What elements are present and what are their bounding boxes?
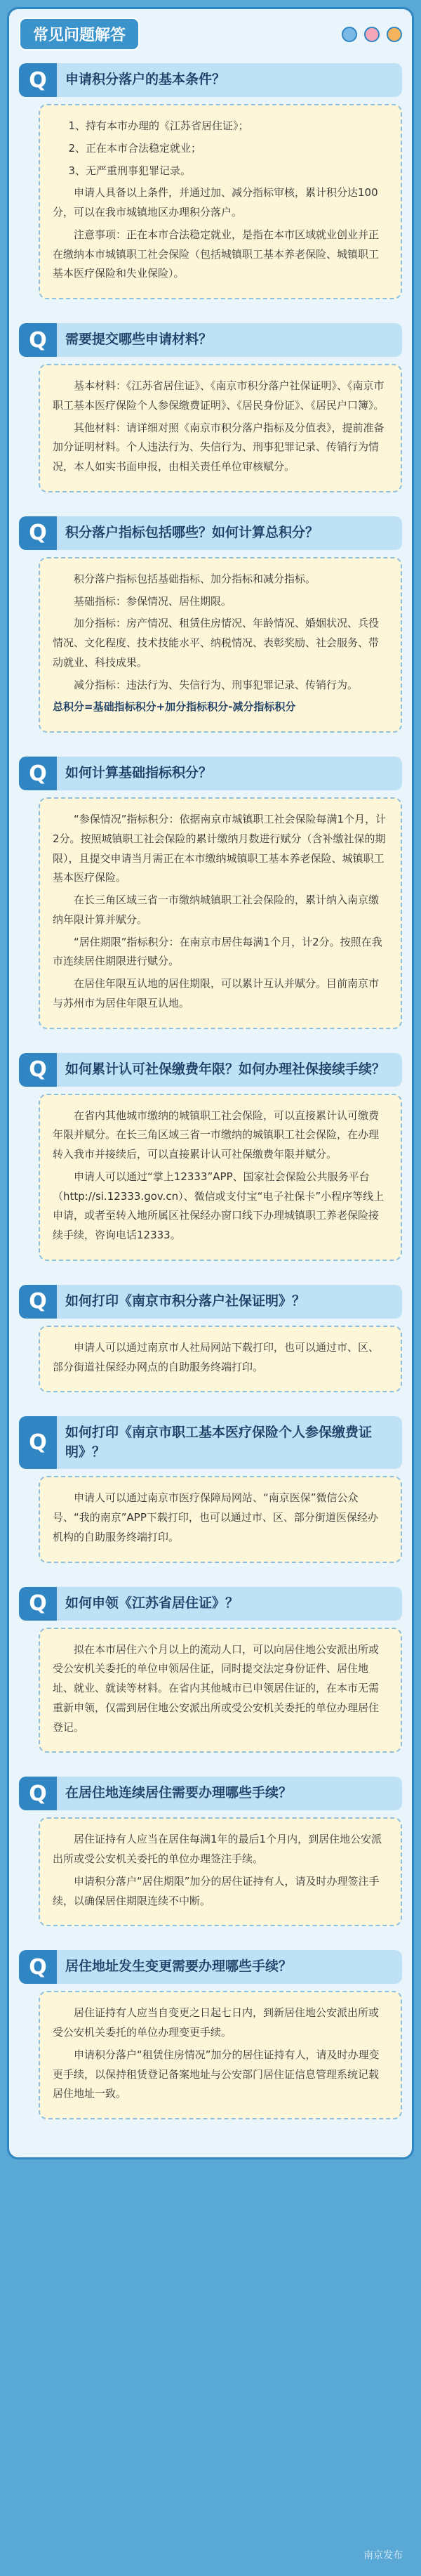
faq-item bbox=[19, 1587, 402, 1753]
watermark: 南京发布 bbox=[363, 2550, 403, 2561]
faq-item bbox=[19, 1950, 402, 2119]
faq-item bbox=[19, 516, 402, 733]
question-text: 如何打印《南京市职工基本医疗保险个人参保缴费证明》？ bbox=[57, 1416, 402, 1469]
question-row bbox=[19, 323, 402, 357]
q-badge-icon: Q bbox=[19, 1053, 57, 1087]
question-text: 在居住地连续居住需要办理哪些手续？ bbox=[57, 1777, 402, 1810]
question-text: 如何申领《江苏省居住证》？ bbox=[57, 1587, 402, 1621]
decorative-dots bbox=[342, 27, 402, 42]
answer-paragraph: 居住证持有人应当在居住每满1年的最后1个月内，到居住地公安派出所或受公安机关委托的单位办理签注手续。 bbox=[53, 1833, 382, 1866]
question-text: 积分落户指标包括哪些？如何计算总积分？ bbox=[57, 516, 402, 550]
answer-box bbox=[39, 1094, 402, 1261]
question-text: 如何累计认可社保缴费年限？如何办理社保接续手续？ bbox=[57, 1053, 402, 1087]
answer-paragraph: 加分指标：房产情况、租赁住房情况、年龄情况、婚姻状况、兵役情况、文化程度、技术技能水平、纳税情况、表彰奖励、社会服务、带动就业、科技成果。 bbox=[53, 617, 380, 669]
answer-paragraph: 申请人可以通过南京市医疗保障局网站、“南京医保”微信公众号、“我的南京”APP下载打印，也可以通过市、区、部分街道医保经办机构的自助服务终端打印。 bbox=[53, 1491, 378, 1543]
faq-item bbox=[19, 1285, 402, 1393]
answer-box bbox=[39, 1326, 402, 1393]
question-row bbox=[19, 63, 402, 97]
q-badge-icon: Q bbox=[19, 516, 57, 550]
answer-box bbox=[39, 1628, 402, 1753]
answer-paragraph: 基本材料：《江苏省居住证》、《南京市积分落户社保证明》、《南京市职工基本医疗保险个人参保缴费证明》、《居民身份证》、《居民户口簿》。 bbox=[53, 379, 385, 412]
question-row bbox=[19, 757, 402, 790]
answer-box bbox=[39, 797, 402, 1029]
dot-icon-blue bbox=[342, 27, 357, 42]
faq-item bbox=[19, 323, 402, 492]
answer-box bbox=[39, 1991, 402, 2119]
answer-paragraph: 基础指标：参保情况、居住期限。 bbox=[74, 594, 232, 608]
answer-paragraph: 积分落户指标包括基础指标、加分指标和减分指标。 bbox=[74, 572, 316, 585]
faq-item bbox=[19, 63, 402, 299]
answer-paragraph: 2、正在本市合法稳定就业； bbox=[68, 141, 202, 155]
answer-paragraph: 拟在本市居住六个月以上的流动人口，可以向居住地公安派出所或受公安机关委托的单位申领居住证，同时提交法定身份证件、居住地址、就业、就读等材料。在省内其他城市已申领居住证的，在本市无需重新申领，仅需到居住地公安派出所或受公安机关委托的单位办理居住登记。 bbox=[53, 1642, 380, 1734]
top-bar bbox=[19, 18, 402, 51]
page-title: 常见问题解答 bbox=[19, 18, 140, 51]
faq-list bbox=[19, 63, 402, 2119]
answer-box bbox=[39, 1476, 402, 1562]
answer-paragraph: 在居住年限互认地的居住期限，可以累计互认并赋分。目前南京市与苏州市为居住年限互认地。 bbox=[53, 977, 380, 1009]
q-badge-icon: Q bbox=[19, 1777, 57, 1810]
question-row bbox=[19, 1053, 402, 1087]
answer-paragraph: 3、无严重刑事犯罪记录。 bbox=[68, 164, 192, 177]
answer-paragraph: 申请人可以通过南京市人社局网站下载打印，也可以通过市、区、部分街道社保经办网点的自助服务终端打印。 bbox=[53, 1340, 380, 1373]
q-badge-icon: Q bbox=[19, 1285, 57, 1319]
q-badge-icon: Q bbox=[19, 323, 57, 357]
faq-item bbox=[19, 757, 402, 1029]
answer-paragraph: 申请积分落户“居住期限”加分的居住证持有人，请及时办理签注手续，以确保居住期限连续不中断。 bbox=[53, 1874, 380, 1907]
question-row bbox=[19, 1777, 402, 1810]
answer-paragraph: 总积分=基础指标积分+加分指标积分-减分指标积分 bbox=[53, 700, 296, 714]
answer-paragraph: “居住期限”指标积分：在南京市居住每满1个月，计2分。按照在我市连续居住期限进行赋分。 bbox=[53, 935, 382, 968]
question-text: 如何打印《南京市积分落户社保证明》？ bbox=[57, 1285, 402, 1319]
question-text: 申请积分落户的基本条件？ bbox=[57, 63, 402, 97]
answer-paragraph: 其他材料：请详细对照《南京市积分落户指标及分值表》，提前准备加分证明材料。个人违法行为、失信行为、刑事犯罪记录、传销行为情况，本人如实书面申报，由相关责任单位审核赋分。 bbox=[53, 421, 385, 473]
question-text: 居住地址发生变更需要办理哪些手续？ bbox=[57, 1950, 402, 1984]
faq-frame bbox=[7, 7, 414, 2159]
answer-paragraph: “参保情况”指标积分：依据南京市城镇职工社会保险每满1个月，计2分。按照城镇职工社会保险的累计缴纳月数进行赋分（含补缴社保的期限），且提交申请当月需正在本市缴纳城镇职工基本养老保险、城镇职工基本医疗保险。 bbox=[53, 813, 387, 884]
answer-paragraph: 申请积分落户“租赁住房情况”加分的居住证持有人，请及时办理变更手续，以保持租赁登记备案地址与公安部门居住证信息管理系统记载居住地址一致。 bbox=[53, 2048, 380, 2100]
dot-icon-pink bbox=[364, 27, 380, 42]
answer-paragraph: 申请人可以通过“掌上12333”APP、国家社会保险公共服务平台（http://si.12333.gov.cn）、微信或支付宝“电子社保卡”小程序等线上申请，或者至转入地所属区社保经办窗口线下办理城镇职工养老保险接续手续，咨询电话12333。 bbox=[53, 1170, 385, 1241]
question-row bbox=[19, 516, 402, 550]
faq-item bbox=[19, 1053, 402, 1261]
q-badge-icon: Q bbox=[19, 63, 57, 97]
answer-paragraph: 1、持有本市办理的《江苏省居住证》； bbox=[68, 119, 249, 132]
answer-box bbox=[39, 364, 402, 492]
question-text: 需要提交哪些申请材料？ bbox=[57, 323, 402, 357]
q-badge-icon: Q bbox=[19, 1587, 57, 1621]
answer-paragraph: 居住证持有人应当自变更之日起七日内，到新居住地公安派出所或受公安机关委托的单位办理变更手续。 bbox=[53, 2006, 380, 2039]
answer-box bbox=[39, 104, 402, 299]
answer-paragraph: 申请人具备以上条件，并通过加、减分指标审核，累计积分达100分，可以在我市城镇地区办理积分落户。 bbox=[53, 186, 378, 218]
answer-paragraph: 在长三角区域三省一市缴纳城镇职工社会保险的，累计纳入南京缴纳年限计算并赋分。 bbox=[53, 894, 380, 926]
dot-icon-orange bbox=[387, 27, 402, 42]
q-badge-icon: Q bbox=[19, 757, 57, 790]
answer-paragraph: 在省内其他城市缴纳的城镇职工社会保险，可以直接累计认可缴费年限并赋分。在长三角区域三省一市缴纳的城镇职工社会保险，在办理转入我市并接续后，可以直接累计认可社保缴费年限并赋分。 bbox=[53, 1109, 380, 1160]
question-row bbox=[19, 1416, 402, 1469]
question-row bbox=[19, 1587, 402, 1621]
question-row bbox=[19, 1285, 402, 1319]
answer-paragraph: 注意事项：正在本市合法稳定就业，是指在本市区域就业创业并正在缴纳本市城镇职工社会保险（包括城镇职工基本养老保险、城镇职工基本医疗保险和失业保险）。 bbox=[53, 228, 380, 280]
faq-item bbox=[19, 1416, 402, 1562]
question-row bbox=[19, 1950, 402, 1984]
faq-item bbox=[19, 1777, 402, 1926]
question-text: 如何计算基础指标积分？ bbox=[57, 757, 402, 790]
q-badge-icon: Q bbox=[19, 1950, 57, 1984]
q-badge-icon: Q bbox=[19, 1416, 57, 1469]
answer-box bbox=[39, 1817, 402, 1926]
answer-paragraph: 减分指标：违法行为、失信行为、刑事犯罪记录、传销行为。 bbox=[74, 678, 359, 691]
answer-box bbox=[39, 557, 402, 733]
